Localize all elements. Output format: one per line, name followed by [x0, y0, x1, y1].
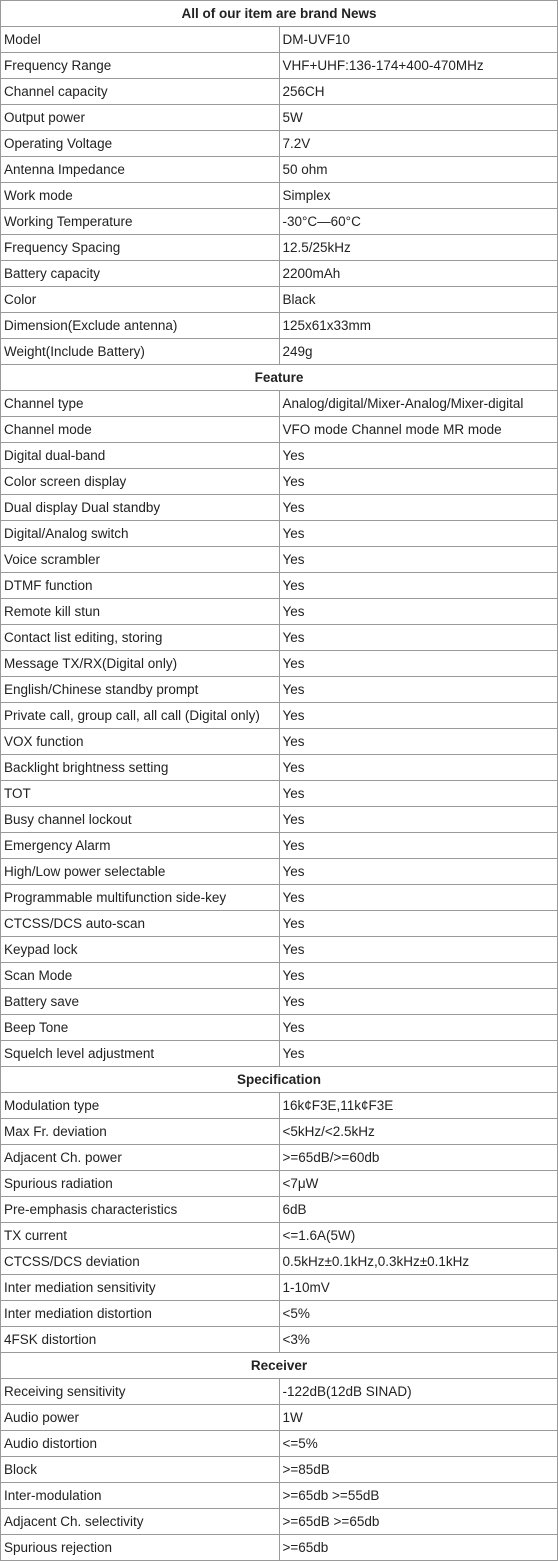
- spec-label: 4FSK distortion: [1, 1327, 280, 1353]
- spec-value: Yes: [279, 729, 558, 755]
- section-title: Specification: [1, 1067, 558, 1093]
- spec-value: 1-10mV: [279, 1275, 558, 1301]
- spec-value: Yes: [279, 911, 558, 937]
- spec-value: Yes: [279, 989, 558, 1015]
- spec-label: Backlight brightness setting: [1, 755, 280, 781]
- spec-value: >=65db: [279, 1535, 558, 1561]
- spec-label: Channel type: [1, 391, 280, 417]
- spec-value: VFO mode Channel mode MR mode: [279, 417, 558, 443]
- table-row: [1, 53, 558, 79]
- spec-label: Frequency Range: [1, 53, 280, 79]
- spec-label: Voice scrambler: [1, 547, 280, 573]
- table-row: [1, 1509, 558, 1535]
- spec-label: Weight(Include Battery): [1, 339, 280, 365]
- spec-value: Yes: [279, 625, 558, 651]
- spec-label: English/Chinese standby prompt: [1, 677, 280, 703]
- spec-label: Model: [1, 27, 280, 53]
- table-row: [1, 911, 558, 937]
- spec-label: Beep Tone: [1, 1015, 280, 1041]
- spec-label: Dual display Dual standby: [1, 495, 280, 521]
- table-row: [1, 1249, 558, 1275]
- spec-value: <5%: [279, 1301, 558, 1327]
- spec-value: Simplex: [279, 183, 558, 209]
- spec-value: Yes: [279, 521, 558, 547]
- spec-value: >=65dB >=65db: [279, 1509, 558, 1535]
- spec-value: Analog/digital/Mixer-Analog/Mixer-digital: [279, 391, 558, 417]
- spec-label: Busy channel lockout: [1, 807, 280, 833]
- spec-value: Yes: [279, 547, 558, 573]
- table-row: [1, 1535, 558, 1561]
- spec-value: Yes: [279, 1015, 558, 1041]
- spec-value: Yes: [279, 573, 558, 599]
- spec-value: 12.5/25kHz: [279, 235, 558, 261]
- spec-label: Channel mode: [1, 417, 280, 443]
- spec-value: -122dB(12dB SINAD): [279, 1379, 558, 1405]
- spec-value: Yes: [279, 963, 558, 989]
- spec-value: Yes: [279, 859, 558, 885]
- spec-value: Yes: [279, 1041, 558, 1067]
- spec-label: Digital dual-band: [1, 443, 280, 469]
- spec-label: Working Temperature: [1, 209, 280, 235]
- spec-label: Audio power: [1, 1405, 280, 1431]
- table-row: [1, 1223, 558, 1249]
- spec-label: Receiving sensitivity: [1, 1379, 280, 1405]
- spec-label: Audio distortion: [1, 1431, 280, 1457]
- table-row: [1, 1171, 558, 1197]
- table-row: [1, 1431, 558, 1457]
- table-row: [1, 547, 558, 573]
- spec-value: VHF+UHF:136-174+400-470MHz: [279, 53, 558, 79]
- spec-value: 7.2V: [279, 131, 558, 157]
- table-row: [1, 703, 558, 729]
- spec-value: 249g: [279, 339, 558, 365]
- table-row: [1, 729, 558, 755]
- table-row: [1, 1197, 558, 1223]
- spec-value: <=5%: [279, 1431, 558, 1457]
- spec-value: Yes: [279, 443, 558, 469]
- table-row: [1, 1405, 558, 1431]
- spec-value: <7μW: [279, 1171, 558, 1197]
- spec-label: Output power: [1, 105, 280, 131]
- spec-label: Inter-modulation: [1, 1483, 280, 1509]
- spec-label: Digital/Analog switch: [1, 521, 280, 547]
- section-header-row: [1, 1353, 558, 1379]
- table-row: [1, 1275, 558, 1301]
- spec-label: Battery capacity: [1, 261, 280, 287]
- spec-label: Color screen display: [1, 469, 280, 495]
- table-row: [1, 1301, 558, 1327]
- table-row: [1, 989, 558, 1015]
- spec-value: Yes: [279, 703, 558, 729]
- table-row: [1, 313, 558, 339]
- spec-table-body: [1, 1, 558, 1561]
- spec-value: Yes: [279, 599, 558, 625]
- spec-label: Remote kill stun: [1, 599, 280, 625]
- spec-label: TX current: [1, 1223, 280, 1249]
- table-row: [1, 1119, 558, 1145]
- spec-label: Adjacent Ch. power: [1, 1145, 280, 1171]
- table-row: [1, 521, 558, 547]
- table-row: [1, 339, 558, 365]
- table-row: [1, 1015, 558, 1041]
- spec-value: 50 ohm: [279, 157, 558, 183]
- spec-value: Yes: [279, 937, 558, 963]
- table-row: [1, 131, 558, 157]
- table-row: [1, 1145, 558, 1171]
- spec-label: Channel capacity: [1, 79, 280, 105]
- spec-value: >=85dB: [279, 1457, 558, 1483]
- table-row: [1, 859, 558, 885]
- spec-label: Keypad lock: [1, 937, 280, 963]
- spec-label: Frequency Spacing: [1, 235, 280, 261]
- table-row: [1, 209, 558, 235]
- spec-value: <=1.6A(5W): [279, 1223, 558, 1249]
- spec-value: 125x61x33mm: [279, 313, 558, 339]
- table-row: [1, 287, 558, 313]
- table-row: [1, 79, 558, 105]
- spec-label: Programmable multifunction side-key: [1, 885, 280, 911]
- section-title: Feature: [1, 365, 558, 391]
- table-row: [1, 1041, 558, 1067]
- spec-value: 5W: [279, 105, 558, 131]
- spec-label: CTCSS/DCS deviation: [1, 1249, 280, 1275]
- spec-label: TOT: [1, 781, 280, 807]
- spec-value: 16k¢F3E,11k¢F3E: [279, 1093, 558, 1119]
- table-row: [1, 235, 558, 261]
- spec-label: VOX function: [1, 729, 280, 755]
- section-header-row: [1, 365, 558, 391]
- table-row: [1, 833, 558, 859]
- spec-label: High/Low power selectable: [1, 859, 280, 885]
- table-row: [1, 157, 558, 183]
- table-row: [1, 105, 558, 131]
- spec-label: Dimension(Exclude antenna): [1, 313, 280, 339]
- table-row: [1, 469, 558, 495]
- spec-label: Contact list editing, storing: [1, 625, 280, 651]
- spec-value: Black: [279, 287, 558, 313]
- spec-label: Adjacent Ch. selectivity: [1, 1509, 280, 1535]
- spec-value: Yes: [279, 807, 558, 833]
- spec-label: Scan Mode: [1, 963, 280, 989]
- spec-value: 0.5kHz±0.1kHz,0.3kHz±0.1kHz: [279, 1249, 558, 1275]
- table-row: [1, 599, 558, 625]
- spec-label: Color: [1, 287, 280, 313]
- spec-label: Block: [1, 1457, 280, 1483]
- table-row: [1, 625, 558, 651]
- table-row: [1, 27, 558, 53]
- table-row: [1, 391, 558, 417]
- table-row: [1, 183, 558, 209]
- table-row: [1, 755, 558, 781]
- spec-label: DTMF function: [1, 573, 280, 599]
- table-row: [1, 1327, 558, 1353]
- spec-value: Yes: [279, 781, 558, 807]
- spec-value: <3%: [279, 1327, 558, 1353]
- spec-label: Inter mediation distortion: [1, 1301, 280, 1327]
- table-row: [1, 443, 558, 469]
- spec-label: Battery save: [1, 989, 280, 1015]
- table-row: [1, 677, 558, 703]
- spec-value: Yes: [279, 651, 558, 677]
- spec-value: Yes: [279, 833, 558, 859]
- spec-label: Antenna Impedance: [1, 157, 280, 183]
- spec-label: Inter mediation sensitivity: [1, 1275, 280, 1301]
- spec-label: Private call, group call, all call (Digital only): [1, 703, 280, 729]
- spec-value: Yes: [279, 677, 558, 703]
- table-row: [1, 1457, 558, 1483]
- table-row: [1, 495, 558, 521]
- spec-label: Spurious rejection: [1, 1535, 280, 1561]
- table-row: [1, 807, 558, 833]
- table-row: [1, 1379, 558, 1405]
- table-row: [1, 1093, 558, 1119]
- spec-value: Yes: [279, 495, 558, 521]
- spec-label: Emergency Alarm: [1, 833, 280, 859]
- table-row: [1, 651, 558, 677]
- table-row: [1, 781, 558, 807]
- spec-value: 6dB: [279, 1197, 558, 1223]
- spec-label: Pre-emphasis characteristics: [1, 1197, 280, 1223]
- spec-label: Work mode: [1, 183, 280, 209]
- spec-label: Message TX/RX(Digital only): [1, 651, 280, 677]
- section-title: All of our item are brand News: [1, 1, 558, 27]
- spec-value: DM-UVF10: [279, 27, 558, 53]
- spec-value: 2200mAh: [279, 261, 558, 287]
- spec-value: 256CH: [279, 79, 558, 105]
- spec-value: Yes: [279, 469, 558, 495]
- spec-value: Yes: [279, 885, 558, 911]
- spec-value: 1W: [279, 1405, 558, 1431]
- spec-value: <5kHz/<2.5kHz: [279, 1119, 558, 1145]
- table-row: [1, 573, 558, 599]
- table-row: [1, 963, 558, 989]
- spec-label: Spurious radiation: [1, 1171, 280, 1197]
- table-row: [1, 885, 558, 911]
- table-row: [1, 417, 558, 443]
- section-header-row: [1, 1, 558, 27]
- spec-label: Squelch level adjustment: [1, 1041, 280, 1067]
- spec-value: >=65db >=55dB: [279, 1483, 558, 1509]
- spec-value: -30°C—60°C: [279, 209, 558, 235]
- spec-label: CTCSS/DCS auto-scan: [1, 911, 280, 937]
- spec-label: Operating Voltage: [1, 131, 280, 157]
- spec-label: Modulation type: [1, 1093, 280, 1119]
- table-row: [1, 261, 558, 287]
- section-header-row: [1, 1067, 558, 1093]
- spec-label: Max Fr. deviation: [1, 1119, 280, 1145]
- table-row: [1, 1483, 558, 1509]
- spec-value: >=65dB/>=60db: [279, 1145, 558, 1171]
- section-title: Receiver: [1, 1353, 558, 1379]
- table-row: [1, 937, 558, 963]
- spec-value: Yes: [279, 755, 558, 781]
